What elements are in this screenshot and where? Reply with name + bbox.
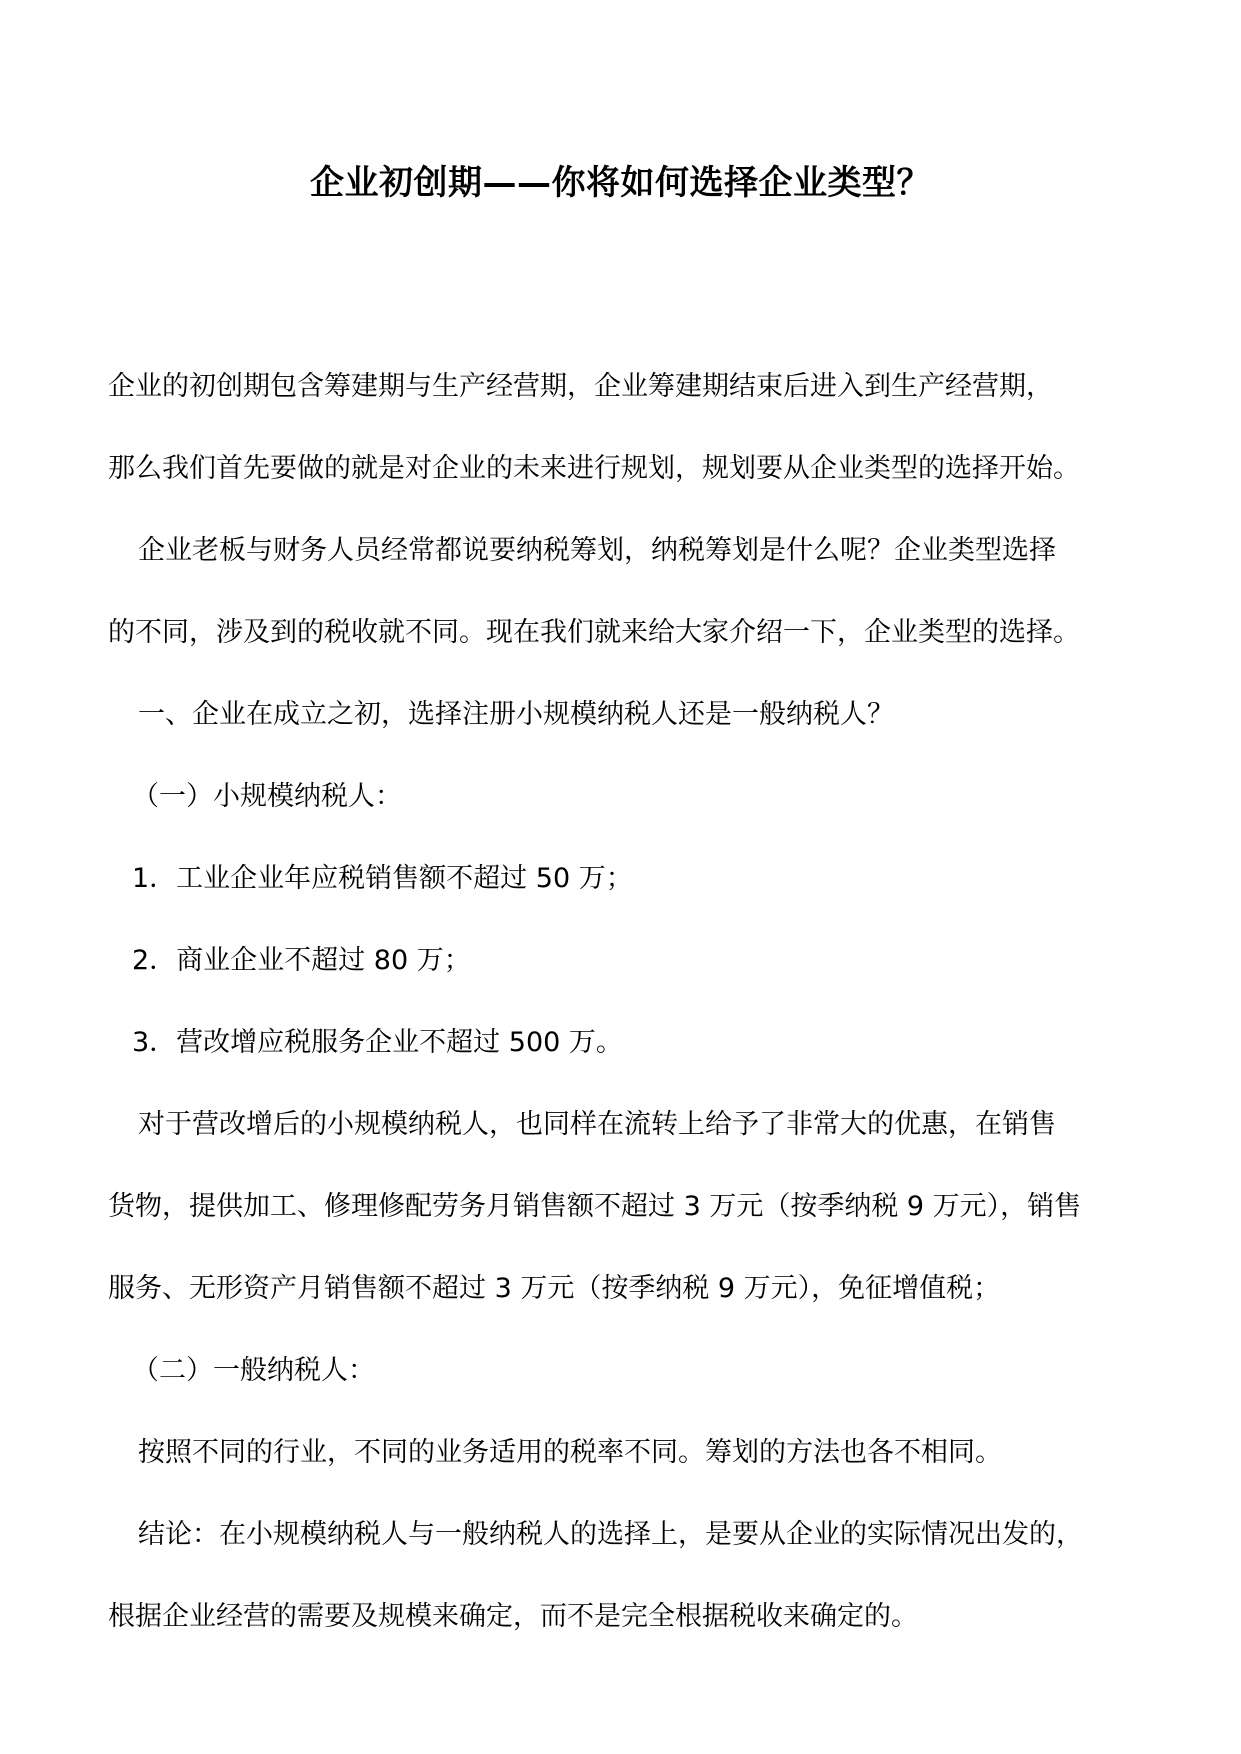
paragraph-line: 企业的初创期包含筹建期与生产经营期，企业筹建期结束后进入到生产经营期， — [108, 371, 1053, 402]
paragraph-line: 企业老板与财务人员经常都说要纳税筹划，纳税筹划是什么呢？企业类型选择 — [138, 535, 1056, 566]
subsection-heading: （二）一般纳税人： — [132, 1355, 375, 1386]
conclusion-line: 结论：在小规模纳税人与一般纳税人的选择上，是要从企业的实际情况出发的， — [138, 1519, 1083, 1550]
paragraph-line: 的不同，涉及到的税收就不同。现在我们就来给大家介绍一下，企业类型的选择。 — [108, 617, 1080, 648]
document-body — [108, 346, 1148, 1658]
section-heading: 一、企业在成立之初，选择注册小规模纳税人还是一般纳税人？ — [138, 699, 894, 730]
list-item: 2．商业企业不超过 80 万； — [132, 945, 471, 976]
document-title: 企业初创期——你将如何选择企业类型？ — [310, 163, 931, 203]
conclusion-line: 根据企业经营的需要及规模来确定，而不是完全根据税收来确定的。 — [108, 1601, 918, 1632]
list-item: 1．工业企业年应税销售额不超过 50 万； — [132, 863, 633, 894]
paragraph-line: 货物，提供加工、修理修配劳务月销售额不超过 3 万元（按季纳税 9 万元），销售 — [108, 1191, 1082, 1222]
subsection-heading: （一）小规模纳税人： — [132, 781, 402, 812]
paragraph-line: 那么我们首先要做的就是对企业的未来进行规划，规划要从企业类型的选择开始。 — [108, 453, 1080, 484]
paragraph-line: 对于营改增后的小规模纳税人，也同样在流转上给予了非常大的优惠，在销售 — [138, 1109, 1056, 1140]
paragraph-line: 服务、无形资产月销售额不超过 3 万元（按季纳税 9 万元），免征增值税； — [108, 1273, 1001, 1304]
list-item: 3．营改增应税服务企业不超过 500 万。 — [132, 1027, 623, 1058]
paragraph-line: 按照不同的行业，不同的业务适用的税率不同。筹划的方法也各不相同。 — [138, 1437, 1002, 1468]
